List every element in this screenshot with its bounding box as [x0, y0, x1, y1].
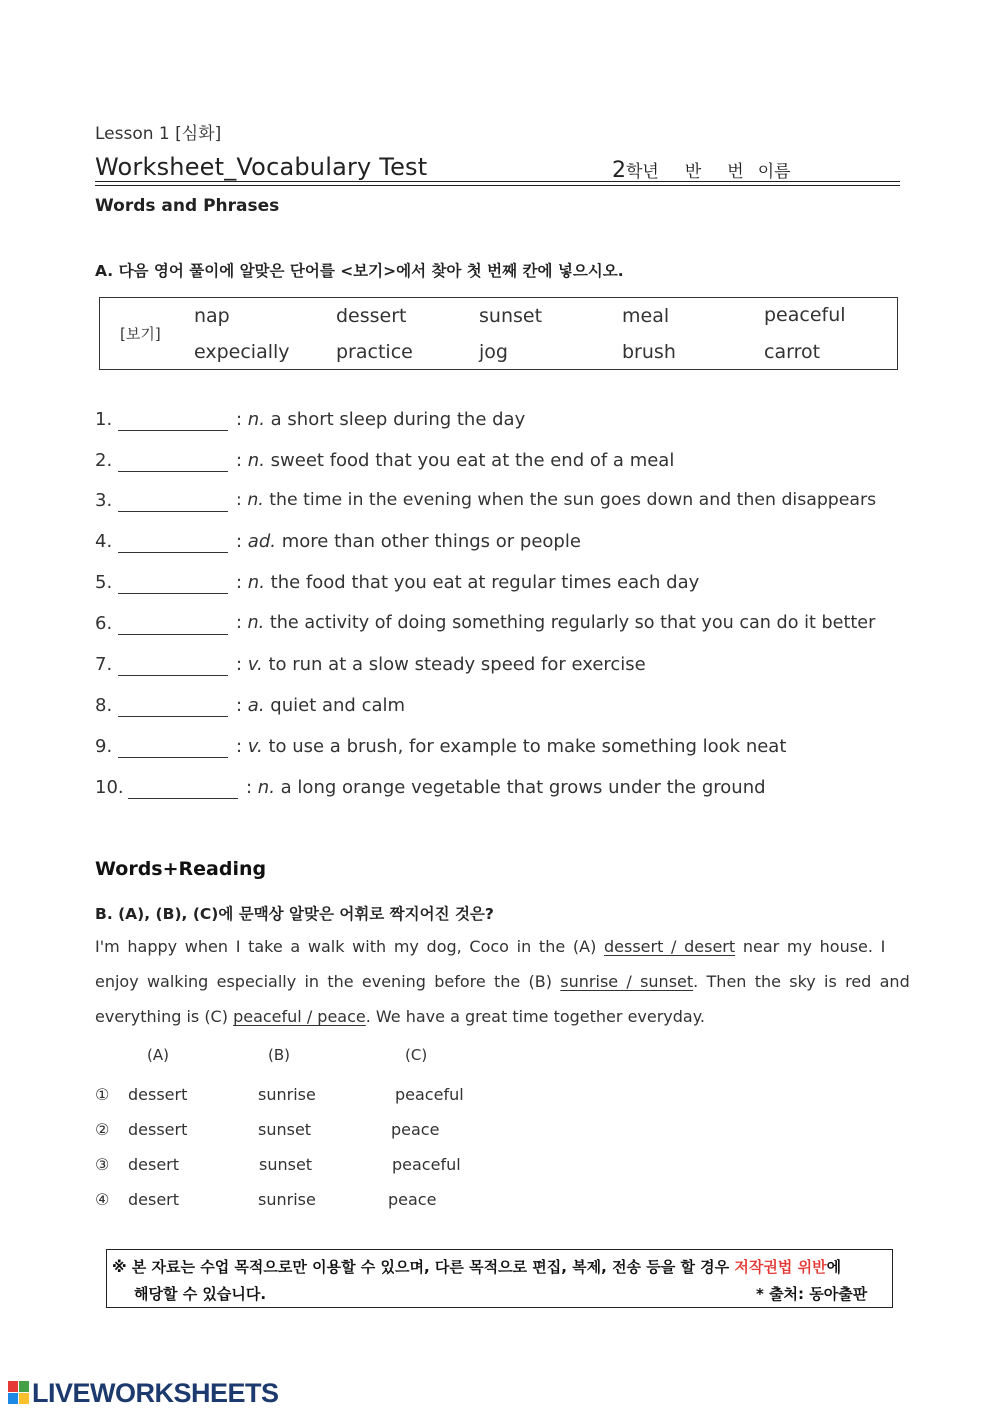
number-label: 번 [727, 162, 744, 182]
passage-line: enjoy walking especially in the evening before the (B) sunrise / sunset. Then the sky is red and [95, 972, 910, 991]
question-number: 10. [95, 777, 124, 798]
word-bank-word: brush [622, 341, 676, 363]
choice-mark[interactable]: ④ [95, 1190, 110, 1209]
grade-label: 학년 [626, 162, 659, 182]
header-rule [95, 181, 900, 182]
word-bank-word: dessert [336, 305, 407, 327]
answer-blank[interactable] [118, 471, 228, 472]
answer-blank[interactable] [128, 798, 238, 799]
choice-mark[interactable]: ③ [95, 1155, 110, 1174]
student-info [612, 157, 791, 183]
word-bank-word: expecially [194, 341, 290, 363]
word-bank-word: carrot [764, 341, 821, 363]
choice-b: sunset [258, 1120, 312, 1139]
question-number: 3. [95, 490, 113, 511]
word-bank-word: jog [479, 341, 508, 363]
question-definition: : n. the activity of doing something regularly so that you can do it better [236, 613, 876, 633]
answer-blank[interactable] [118, 593, 228, 594]
word-bank-word: meal [622, 305, 670, 327]
question-definition: : n. a long orange vegetable that grows under the ground [246, 777, 766, 798]
question-number: 6. [95, 613, 113, 634]
question-number: 7. [95, 654, 113, 675]
question-number: 8. [95, 695, 113, 716]
choice-c: peaceful [392, 1155, 461, 1174]
brand-wordmark[interactable]: LIVEWORKSHEETS [32, 1378, 279, 1408]
answer-blank[interactable] [118, 675, 228, 676]
choice-mark[interactable]: ① [95, 1085, 110, 1104]
word-bank-label: [보기] [120, 325, 161, 343]
header-rule-double [95, 185, 900, 186]
question-definition: : v. to run at a slow steady speed for exercise [236, 654, 646, 675]
choice-b: sunrise [258, 1085, 316, 1104]
name-label: 이름 [757, 162, 791, 182]
answer-blank[interactable] [118, 430, 228, 431]
column-header-b: (B) [268, 1046, 290, 1064]
grade-number: 2 [612, 158, 626, 183]
question-number: 9. [95, 736, 113, 757]
source-credit: * 출처: 동아출판 [756, 1285, 868, 1303]
section-a-instruction: A. 다음 영어 풀이에 알맞은 단어를 <보기>에서 찾아 첫 번째 칸에 넣으시오. [95, 262, 624, 280]
choice-a: desert [128, 1155, 180, 1174]
choice-a: dessert [128, 1085, 188, 1104]
copyright-violation-text: 저작권법 위반 [734, 1258, 827, 1276]
word-bank-word: peaceful [764, 304, 846, 326]
answer-blank[interactable] [118, 757, 228, 758]
blank-c-choices: peaceful / peace [233, 1007, 366, 1026]
choice-a: desert [128, 1190, 180, 1209]
copyright-notice-text-2: 해당할 수 있습니다. [134, 1285, 267, 1303]
section-b-instruction: B. (A), (B), (C)에 문맥상 알맞은 어휘로 짝지어진 것은? [95, 905, 494, 923]
answer-blank[interactable] [118, 716, 228, 717]
choice-c: peace [388, 1190, 437, 1209]
answer-blank[interactable] [118, 552, 228, 553]
section-b-heading: Words+Reading [95, 858, 267, 880]
question-number: 4. [95, 531, 113, 552]
question-definition: : n. the food that you eat at regular times each day [236, 572, 700, 593]
lesson-label: Lesson 1 [심화] [95, 124, 222, 144]
question-definition: : n. sweet food that you eat at the end of a meal [236, 450, 675, 471]
question-definition: : ad. more than other things or people [236, 531, 581, 552]
class-label: 반 [684, 162, 702, 182]
answer-blank[interactable] [118, 511, 228, 512]
choice-c: peace [391, 1120, 440, 1139]
question-number: 1. [95, 409, 113, 430]
section-subheading: Words and Phrases [95, 196, 280, 216]
question-definition: : n. the time in the evening when the sun goes down and then disappears [236, 490, 877, 510]
choice-a: dessert [128, 1120, 188, 1139]
choice-mark[interactable]: ② [95, 1120, 110, 1139]
liveworksheets-logo-icon [8, 1381, 30, 1405]
copyright-notice-text: ※ 본 자료는 수업 목적으로만 이용할 수 있으며, 다른 목적으로 편집, 복제, 전송 등을 할 경우 저작권법 위반에 [112, 1258, 842, 1276]
column-header-a: (A) [147, 1046, 169, 1064]
question-definition: : a. quiet and calm [236, 695, 406, 716]
blank-b-choices: sunrise / sunset [560, 972, 694, 991]
question-definition: : n. a short sleep during the day [236, 409, 526, 430]
column-header-c: (C) [405, 1046, 428, 1064]
question-number: 5. [95, 572, 113, 593]
page-title: Worksheet_Vocabulary Test [95, 153, 428, 181]
blank-a-choices: dessert / desert [604, 937, 736, 956]
passage-line: everything is (C) peaceful / peace. We have a great time together everyday. [95, 1007, 705, 1026]
question-definition: : v. to use a brush, for example to make something look neat [236, 736, 787, 757]
word-bank-word: practice [336, 341, 413, 363]
choice-c: peaceful [395, 1085, 464, 1104]
passage-line: I'm happy when I take a walk with my dog, Coco in the (A) dessert / desert near my house. I [95, 937, 886, 956]
word-bank-word: nap [194, 305, 230, 327]
choice-b: sunrise [258, 1190, 316, 1209]
word-bank-word: sunset [479, 305, 543, 327]
answer-blank[interactable] [118, 634, 228, 635]
question-number: 2. [95, 450, 113, 471]
choice-b: sunset [259, 1155, 313, 1174]
